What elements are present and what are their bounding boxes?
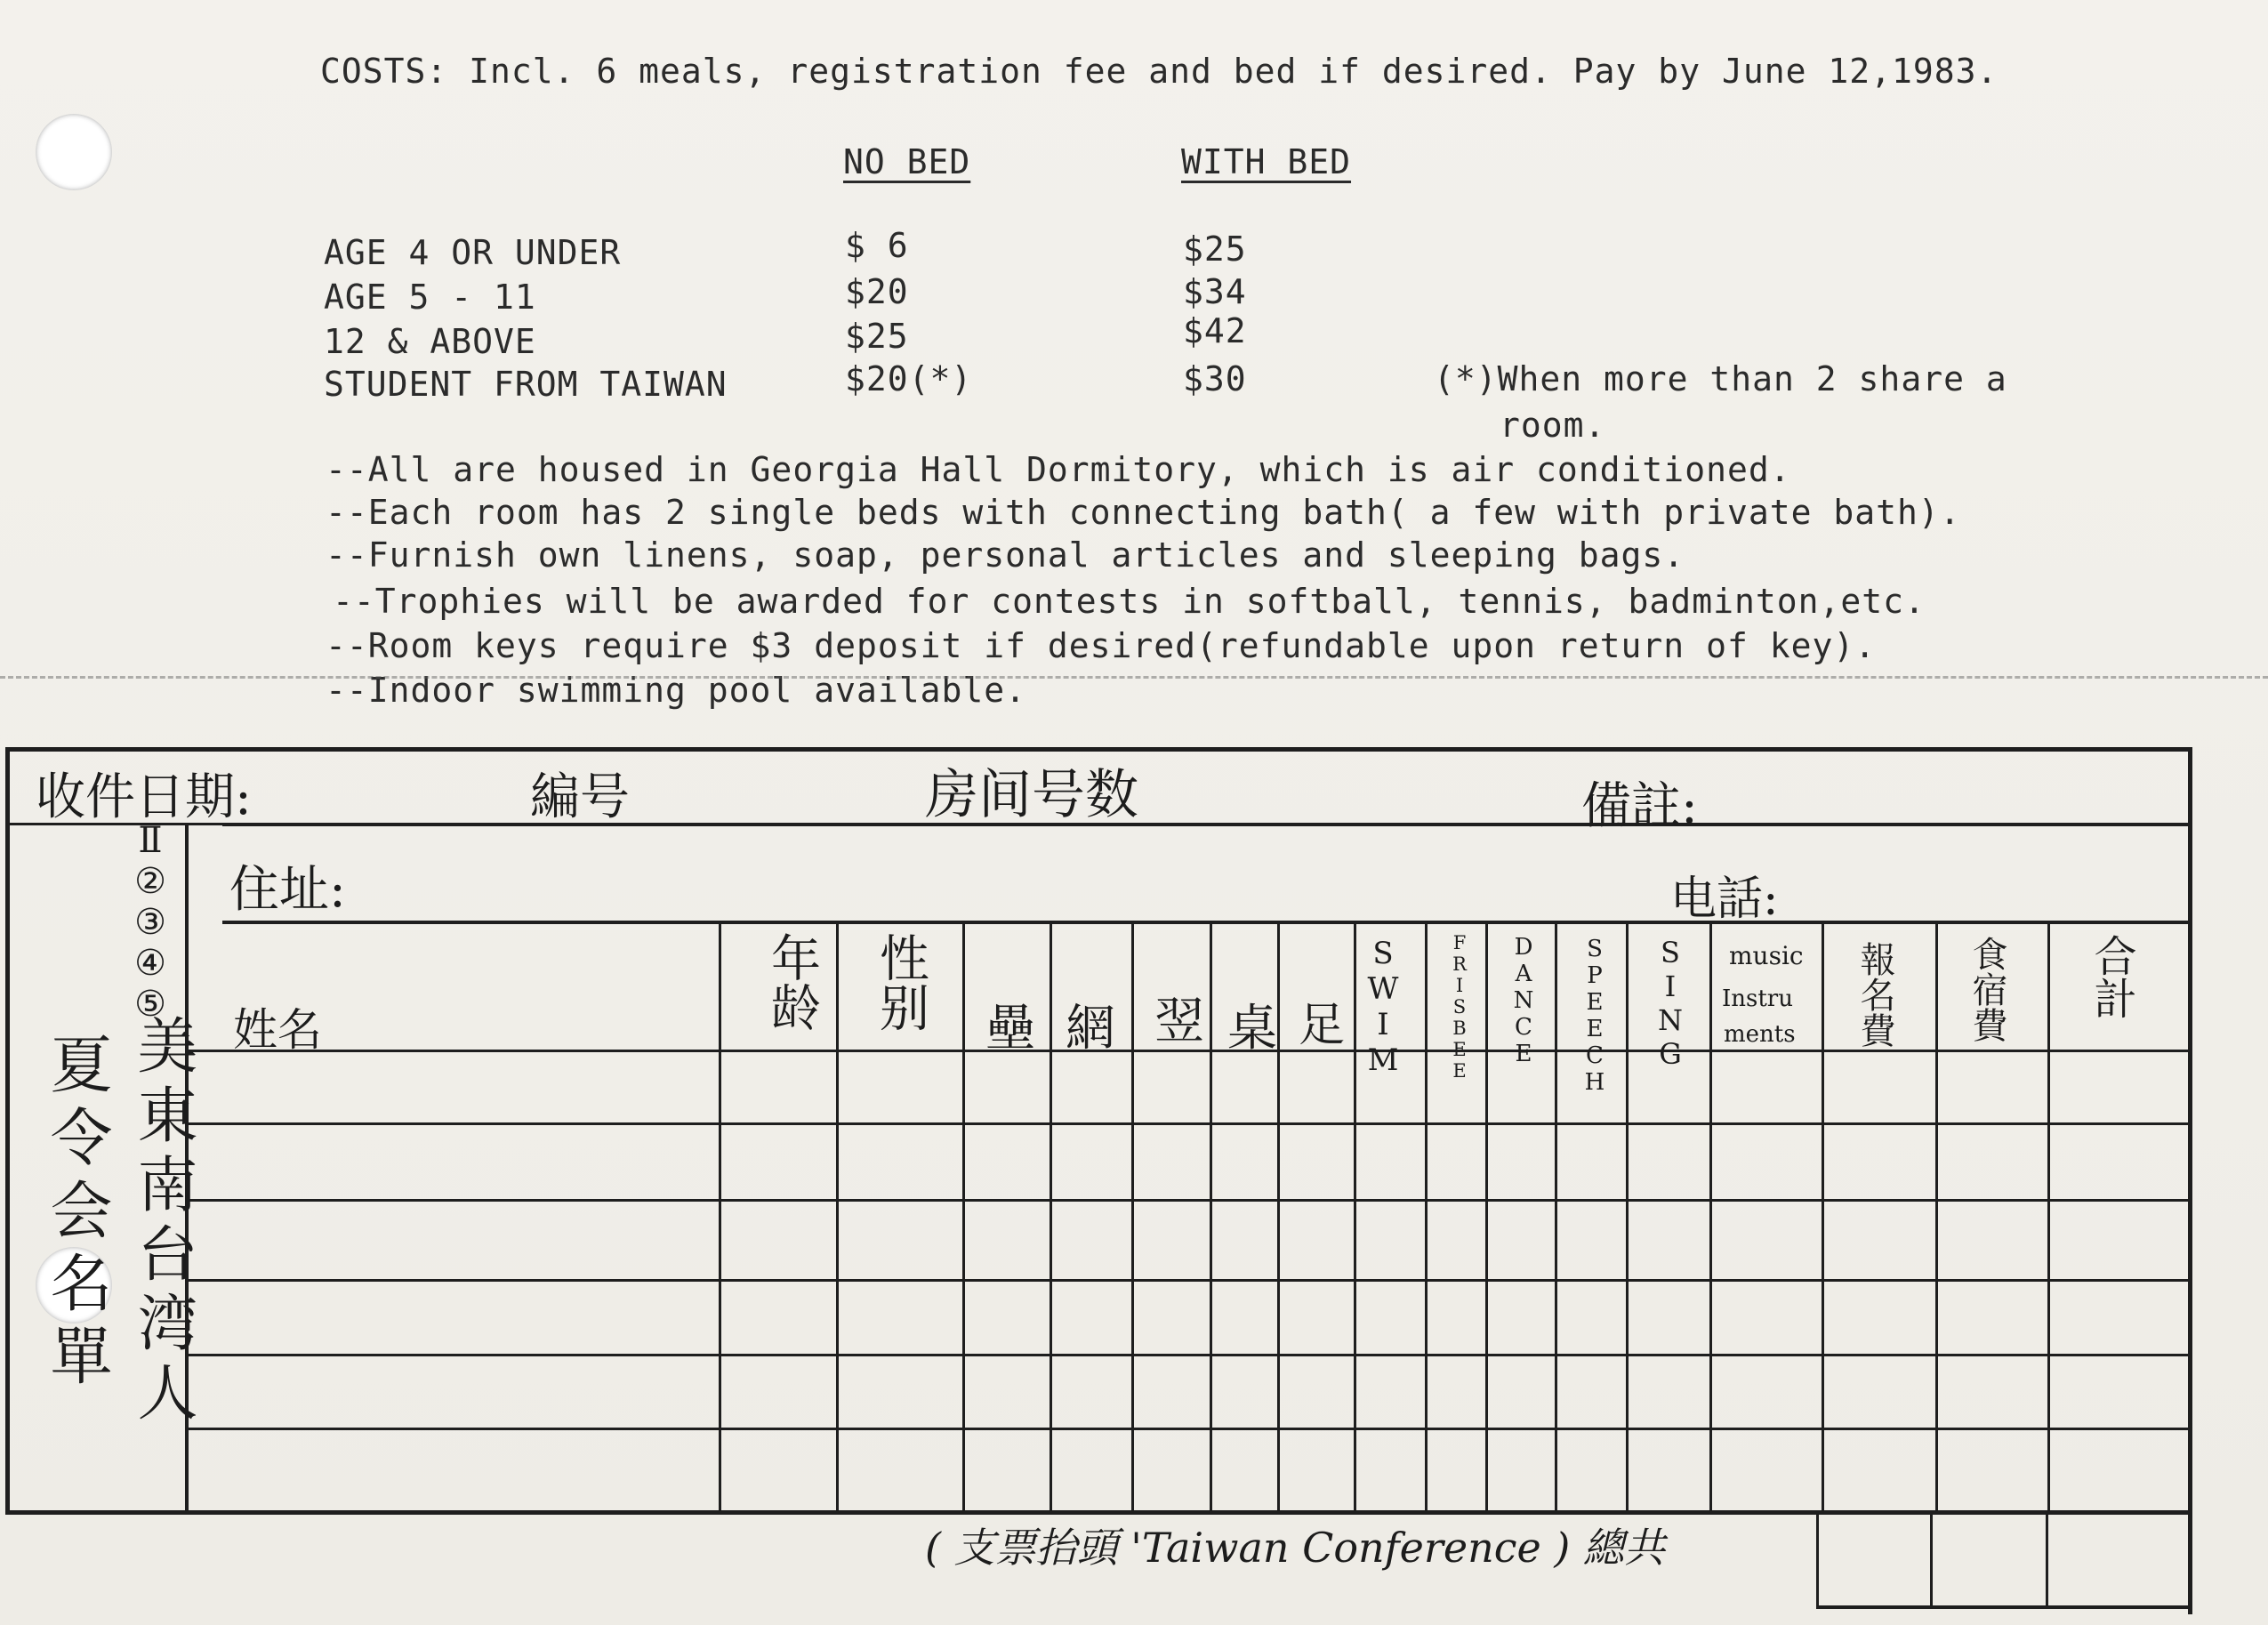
row-label: 12 & ABOVE [324, 322, 536, 361]
row-with-bed: $30 [1183, 359, 1247, 398]
col-frisbee-label: FRISBEE [1449, 932, 1470, 1082]
col-reg-fee-label: 報名費 [1854, 941, 1895, 1048]
col-with-bed-header: WITH BED [1181, 142, 1352, 181]
side-marks: Ⅱ②③④⑤ [130, 820, 171, 1025]
side-title: 夏令会名單 [40, 1032, 113, 1396]
row-with-bed: $42 [1183, 311, 1247, 350]
col-swim-label: SWIM [1365, 936, 1401, 1078]
col-tennis-label: 網 [1066, 1000, 1115, 1058]
address-label: 住址: [229, 861, 346, 919]
col-age-label: 年龄 [763, 932, 821, 1032]
grid-column [1626, 921, 1629, 1512]
row-label: STUDENT FROM TAIWAN [324, 365, 728, 404]
grid-column [962, 921, 965, 1512]
row-no-bed: $25 [845, 317, 909, 356]
grid-column [1131, 921, 1134, 1512]
grid-line [222, 823, 2188, 826]
grid-row [189, 1279, 2188, 1282]
row-no-bed: $ 6 [845, 226, 909, 265]
col-board-fee-label: 食宿費 [1966, 936, 2007, 1042]
grid-column [1822, 921, 1824, 1512]
grid-row [189, 1122, 2188, 1125]
grid-row [189, 1428, 2188, 1430]
received-date-label: 收件日期: [36, 768, 252, 826]
grid-column [1354, 921, 1356, 1512]
col-total-label: 合計 [2087, 934, 2136, 1019]
number-label: 編号 [530, 768, 630, 826]
row-no-bed: $20 [845, 272, 909, 311]
grid-column [1935, 921, 1938, 1512]
col-music-label: music [1729, 941, 1804, 970]
row-with-bed: $34 [1183, 272, 1247, 311]
phone-label: 电話: [1670, 873, 1779, 926]
row-with-bed: $25 [1183, 229, 1247, 269]
col-sex-label: 性别 [872, 932, 929, 1032]
note-line: --All are housed in Georgia Hall Dormitory, which is air conditioned. [326, 450, 1791, 489]
grid-column [1485, 921, 1488, 1512]
room-number-label: 房间号数 [925, 764, 1138, 826]
grid-line [222, 921, 2188, 924]
grid-line [5, 1510, 2188, 1515]
col-sing-label: SING [1653, 936, 1687, 1071]
col-name-label: 姓名 [233, 1004, 322, 1056]
grid-line [1930, 1514, 1933, 1607]
note-line: --Indoor swimming pool available. [326, 671, 1026, 710]
costs-intro: COSTS: Incl. 6 meals, registration fee and bed if desired. Pay by June 12,1983. [320, 52, 1999, 91]
grid-line [2046, 1514, 2048, 1607]
row-no-bed: $20(*) [845, 359, 973, 398]
col-no-bed-header: NO BED [843, 142, 971, 181]
grid-column [719, 921, 721, 1512]
grid-column [2047, 921, 2050, 1512]
grid-line [1816, 1514, 1819, 1607]
col-dance-label: DANCE [1510, 934, 1537, 1067]
grid-column [1555, 921, 1557, 1512]
note-line: --Furnish own linens, soap, personal articles and sleeping bags. [326, 535, 1685, 575]
row-label: AGE 5 - 11 [324, 278, 536, 317]
grid-line [2188, 747, 2192, 1614]
col-soccer-label: 足 [1299, 999, 1346, 1052]
col-music-label: ments [1724, 1021, 1796, 1048]
col-table-tennis-label: 桌 [1227, 1000, 1277, 1058]
note-line: --Each room has 2 single beds with connecting bath( a few with private bath). [326, 493, 1961, 532]
col-badminton-label: 翌 [1154, 993, 1204, 1050]
footnote-line-2: room. [1500, 406, 1606, 445]
grid-column [1425, 921, 1428, 1512]
col-softball-label: 壘 [985, 1000, 1035, 1058]
grid-column [1210, 921, 1212, 1512]
col-speech-label: SPEECH [1581, 936, 1608, 1096]
grid-line [1816, 1605, 2192, 1609]
grid-line [5, 747, 10, 1512]
footer-note: ( 支票抬頭 'Taiwan Conference ) 總共 [925, 1524, 1665, 1572]
grid-column [1050, 921, 1052, 1512]
cut-line [0, 676, 2268, 679]
grid-column [836, 921, 839, 1512]
footnote-line-1: (*)When more than 2 share a [1434, 359, 2007, 398]
remarks-label: 備註: [1581, 777, 1698, 835]
side-org: 美東南台湾人 [127, 1014, 197, 1430]
grid-column [1709, 921, 1712, 1512]
row-label: AGE 4 OR UNDER [324, 233, 622, 272]
grid-line [5, 747, 2188, 752]
grid-row [189, 1199, 2188, 1202]
grid-column [1277, 921, 1280, 1512]
punch-hole-top [36, 114, 112, 190]
note-line: --Trophies will be awarded for contests in softball, tennis, badminton,etc. [333, 582, 1926, 621]
note-line: --Room keys require $3 deposit if desired(refundable upon return of key). [326, 626, 1877, 665]
grid-row [189, 1354, 2188, 1356]
col-music-label: Instru [1722, 985, 1793, 1012]
